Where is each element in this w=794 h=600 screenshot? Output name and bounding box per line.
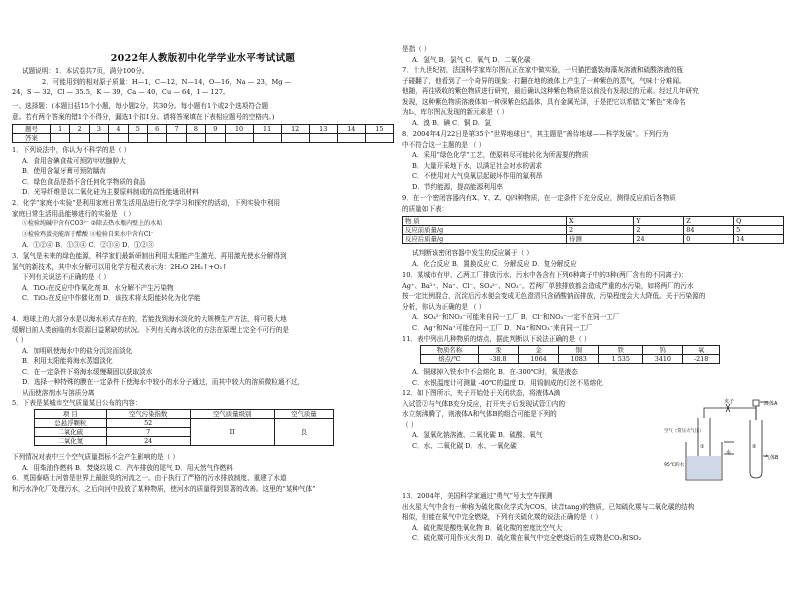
dropper [753, 400, 759, 420]
answer-number: 14 [337, 125, 365, 134]
question-line: 9．在一个密闭容器内有X、Y、Z、Q四种物质，在一定条件下充分反应，测得反应前后各物质 [402, 194, 676, 202]
question-6-7 [402, 44, 784, 128]
question-line: 为I₂，库尔图瓦发现的新元素是（ ） [402, 108, 509, 116]
mp-table-header: 金 [519, 346, 559, 355]
question-line: 7．十九世纪初，法国科学家库尔图瓦正在家中做实验，一只猫把盛装海藻灰溶液和硫酸溶液的瓶 [402, 66, 684, 74]
liquid-a-label: 液体A [764, 401, 778, 407]
answer-cell[interactable] [89, 134, 108, 143]
mass-table-cell: 2 [634, 226, 684, 235]
option-line: 从而使溶剂水与溶质分离 [22, 388, 95, 397]
mp-table-cell: 3410 [643, 355, 683, 364]
option-line: A．食用含碘食盐可预防甲状腺肿大 [22, 156, 126, 165]
question-line: 1．下列说法中，你认为不科学的是（ ） [12, 146, 131, 154]
option-line: A．铜球掉入铁水中不会熔化 B．在-300℃时，氧是液态 [412, 368, 578, 376]
question-line: （ ） [402, 420, 418, 429]
air-table-header: 空气质量 [274, 410, 333, 419]
question-11-intro: 11．表中列出几种物质的熔点，据此判断以下说法正确的是（ ） [402, 335, 591, 343]
answer-cell[interactable] [50, 134, 69, 143]
question-line: 13．2004年，美国科学家通过“勇气”号太空车探测 [402, 492, 553, 500]
question-line: 3．氢气是未来的绿色能源，科学家们最新研制出利用太阳能产生激光，再用激光使水分解得到 [12, 252, 287, 260]
instruction-line: 试题说明：1．本试卷共7页，满分100分。 [22, 67, 149, 75]
mass-table-header: X [566, 217, 633, 226]
answer-cell[interactable] [206, 134, 225, 143]
question-line: 下列有关说法不正确的是（ ） [22, 273, 110, 281]
answer-cell[interactable] [225, 134, 253, 143]
answer-cell[interactable] [337, 134, 365, 143]
question-line: 按一定比例混合，沉淀后污水便会变成无色澄清只含硝酸钠而排放，污染程度会大大降低。关于污染源的 [402, 292, 706, 300]
mp-table-header: 钨 [643, 346, 683, 355]
air-label: 空气（常压大气压） [664, 429, 704, 434]
question-line: 他随，再往吸收的紫色物质进行研究，最后确认这种紫色物质是以前没有发现过的元素。经过几年研究 [402, 87, 699, 95]
mass-table-header: Q [734, 217, 784, 226]
option-line: B．使用含氟牙膏可预防龋齿 [22, 167, 106, 175]
answer-number: 11 [253, 125, 281, 134]
mp-table-cell: -38.8 [478, 355, 518, 364]
option-line: A．采用“绿色化学”工艺，使原料尽可能转化为所需要的物质 [412, 151, 589, 159]
question-line: 是指（ ） [402, 45, 431, 53]
option-line: C．不使用对大气臭氧层起破坏作用的氟利昂 [412, 172, 543, 180]
answer-cell[interactable] [281, 134, 309, 143]
mp-table-header: 铁 [599, 346, 643, 355]
answer-cell[interactable] [147, 134, 166, 143]
mp-table-header: 物质名称 [421, 346, 479, 355]
question-line: 和污水净化厂处理污水，之后向河中投放了某种物质，使河水的质量得到显著的改善。这里的“某种气体” [12, 484, 316, 493]
answer-number: 2 [70, 125, 89, 134]
gas-b-label: 气体B [765, 455, 779, 461]
question-4 [12, 314, 394, 398]
air-table-header: 空气污染指数 [106, 410, 190, 419]
answer-number: 4 [109, 125, 128, 134]
connecting-tube [704, 408, 756, 420]
option-line: A．溴 B．碘 C．铜 D．氯 [412, 118, 491, 127]
answer-fill-row [13, 134, 394, 143]
tube1-label: ① [700, 444, 705, 450]
question-line: 12．如下图所示，夹子开始处于关闭状态，将液体A滴 [402, 389, 561, 397]
answer-cell[interactable] [186, 134, 205, 143]
question-3 [12, 251, 394, 304]
mp-table-cell: 1 535 [599, 355, 643, 364]
option-line: D．选择一种特殊的膜在一定条件下使海水中较小的水分子通过，而其中较大的溶质微粒通不过， [22, 378, 305, 386]
air-table-quality: 良 [274, 419, 333, 446]
air-table-item: 二氧化氮 [35, 437, 107, 446]
option-line: C．绿色食品是指不含任何化学物质的食品 [22, 177, 146, 186]
question-line: Ag⁺、Ba²⁺、Na⁺、Cl⁻、SO₄²⁻、NO₃⁻。若两厂单独排放都会造成严重的水污染，如将两厂的污水 [402, 281, 694, 290]
mp-table-cell: 1083 [559, 355, 599, 364]
question-line: 2．化学“家庭小实验”是利用家庭日常生活用品进行化学学习和探究的活动，下列实验中利用 [12, 199, 281, 207]
air-table-header: 空气质量级别 [190, 410, 274, 419]
mass-table-cell: 14 [734, 235, 784, 244]
option-line: A．用柴油作燃料 B．焚烧垃圾 C．汽车排放的尾气 D．用天然气作燃料 [22, 463, 233, 472]
mass-table-cell: 84 [684, 226, 734, 235]
question-line: 水立刻沸腾了，则液体A和气体B的组合可能是下列的 [402, 410, 557, 418]
answer-row-label: 题号 [13, 125, 51, 134]
air-table-index: 7 [106, 428, 190, 437]
question-9-options [402, 248, 784, 269]
option-line: A．加明矾使海水中的盐分沉淀而淡化 [22, 346, 133, 355]
answer-cell[interactable] [70, 134, 89, 143]
option-line: D．光导纤维是以二氧化硅为主要原料制成的高性能通讯材料 [22, 188, 199, 196]
answer-number: 6 [147, 125, 166, 134]
section-line: 一、选择题：(本题目括15个小题，每小题2分，共30分。每小题有1个或2个选项符合题 [12, 102, 269, 110]
question-line: 分析，你认为正确的是 （ ） [402, 302, 486, 311]
answer-number: 8 [186, 125, 205, 134]
answer-number: 5 [128, 125, 147, 134]
option-line: C．在一定条件下将海水缓慢凝固以获取淡水 [22, 367, 153, 376]
mass-table-row-label: 反应前质量/g [403, 226, 567, 235]
option-line: ①检验纯碱中含有CO3²⁻ ②除去热水瓶内壁上的水垢 [22, 220, 163, 227]
question-9 [402, 193, 784, 214]
mp-table-header: 氧 [683, 346, 720, 355]
question-line: （ ） [12, 336, 28, 344]
air-table-item: 总悬浮颗粒 [35, 419, 107, 428]
mass-table-cell: 待测 [566, 235, 633, 244]
mass-table-row-label: 反应后质量/g [403, 235, 567, 244]
option-line: A．SO₄²⁻和NO₃⁻可能来自同一工厂 B．Cl⁻和NO₃⁻一定不在同一工厂 [412, 313, 620, 321]
answer-number: 1 [50, 125, 69, 134]
option-line: C．硫化羰可用作灭火剂 D．硫化羰在氧气中完全燃烧后的生成物是CO₂和SO₂ [412, 534, 642, 542]
question-line: 试判断该密闭容器中发生的反应属于（ ） [412, 249, 533, 257]
option-line: B．利用太阳能将海水蒸馏淡化 [22, 357, 113, 365]
mass-table-cell: 24 [634, 235, 684, 244]
question-line: 8．2004年4月22日是第35个“世界地球日”，其主题是“善待地球——科学发展”。下列行为 [402, 130, 669, 138]
answer-cell[interactable] [109, 134, 128, 143]
option-line: A．氢氧化钠溶液、二氧化碳 B．硫酸、氧气 [412, 431, 543, 439]
question-line: 下列情况对表中三个空气质量指标不会产生影响的是（ ） [12, 453, 179, 461]
option-line: A．化合反应 B．置换反应 C．分解反应 D．复分解反应 [412, 259, 577, 268]
air-table-item: 二氧化硫 [35, 428, 107, 437]
mass-table-header: 物 质 [403, 217, 567, 226]
option-line: A．①②④ B．①③④ C．②③④ D．①②③ [22, 241, 154, 249]
water-fill [687, 456, 721, 479]
answer-cell[interactable] [253, 134, 281, 143]
option-line: A．硫化羰是酸性氧化物 B．硫化羰的密度比空气大 [412, 523, 563, 532]
question-line: 发现，这种紫色物质溶液体如一种深紫色结晶体，具有金属光泽，于是把它以希腊文“紫色”来命名 [402, 97, 686, 106]
question-line: 4．地球上的大部分水是以海水形式存在的，若能找到海水淡化的大规模生产方法，将可极大地 [12, 315, 287, 323]
option-line: A．氢气 B．氯气 C．氧气 D．二氧化碳 [412, 55, 531, 64]
answer-cell[interactable] [309, 134, 337, 143]
answer-number: 15 [365, 125, 393, 134]
section-line: 意。若有两个答案的错1个不得分，漏选1个扣1分。请将答案填在下表相应题号的空格内。) [12, 112, 275, 121]
mass-table-cell: 0 [684, 235, 734, 244]
mp-table-row-label: 熔点/℃ [421, 355, 479, 364]
option-line: C．TiO₂在反应中作催化剂 D．该技术将太阳能转化为化学能 [22, 294, 201, 302]
answer-number: 13 [309, 125, 337, 134]
temp-label: 95℃的水 [664, 463, 685, 468]
question-line: 家庭日常生活用品能够进行的实验是 （ ） [12, 209, 135, 218]
option-line: C．水、二氧化碳 D．水、一氧化碳 [412, 441, 517, 450]
question-5-intro: 5．下表是某城市空气质量某日公布的内容： [12, 399, 142, 407]
question-1 [12, 145, 394, 198]
air-table-index: 24 [106, 437, 190, 446]
clip-label: 夹子 [724, 399, 735, 405]
answer-table [12, 124, 394, 143]
answer-number: 7 [167, 125, 186, 134]
option-line: ③检验鸡蛋壳能溶于醋酸 ④检验自来水中含有Cl⁻ [22, 230, 154, 238]
air-table-level: II [190, 419, 274, 446]
answer-number-row [13, 125, 394, 134]
option-line: C．水银温度计可测量 -40℃的温度 D．用钨制成的灯丝不易熔化 [412, 378, 603, 387]
tube2-label: ② [752, 444, 757, 450]
question-line: 10．某城市有甲、乙两工厂排放污水，污水中各含有下列6种离子中的3种(两厂含有的不同离子)： [402, 271, 688, 279]
answer-number: 9 [206, 125, 225, 134]
mass-table-cell: 2 [566, 226, 633, 235]
option-line: B．大量开采地下水，以满足社会对水的需求 [412, 161, 543, 170]
air-table-header: 项 目 [35, 410, 107, 419]
air-table-index: 52 [106, 419, 190, 428]
question-line: 相似，但能在氧气中完全燃烧，下列有关硫化羰的说法正确的是（ ） [402, 513, 602, 521]
mass-table-header: Z [684, 217, 734, 226]
question-13 [402, 491, 784, 544]
answer-cell[interactable] [128, 134, 147, 143]
instruction-line: 24，S — 32，Cl — 35.5，K — 39，Ca — 40，Cu — 64，I — 127。 [12, 88, 230, 96]
question-line: 出火星大气中含有一种称为硫化羰(化学式为COS，读音tang)的物质，已知硫化羰与二氧化碳的结构 [402, 502, 695, 511]
question-2 [12, 198, 394, 251]
question-line: 中不符合这一主题的是 （ ） [402, 140, 486, 149]
section-one-heading [12, 101, 394, 122]
instruction-line: 2．可能用到的相对原子质量：H—1，C—12，N—14，O—16，Na — 23，Mg — [42, 77, 292, 86]
mp-table-cell: -218 [683, 355, 720, 364]
mp-table-cell: 1064 [519, 355, 559, 364]
question-line: 缓解目前人类面临的水资源日益紧缺的状况。下列有关海水淡化的方法在原理上完全不可行的是 [12, 325, 289, 334]
option-line: D．节约能源，提高能源利用率 [412, 182, 504, 191]
mass-table [402, 216, 784, 244]
melting-point-table [420, 345, 720, 364]
option-line: C．Ag⁺和Na⁺可能在同一工厂 D．Na⁺和NO₃⁻来自同一工厂 [412, 323, 593, 332]
answer-row-label: 答案 [13, 134, 51, 143]
apparatus-diagram [664, 396, 780, 482]
question-line: 氢气的新技术，其中水分解可以用化学方程式表示为：2H₂O 2H₂↑+O₂↑ [12, 262, 228, 271]
mp-table-header: 汞 [478, 346, 518, 355]
instructions [12, 66, 394, 98]
mass-table-header: Y [634, 217, 684, 226]
answer-cell[interactable] [167, 134, 186, 143]
question-line: 入试管②与气体B充分反应，打开夹子后发现试管①内的 [402, 399, 566, 408]
mp-table-header: 铜 [559, 346, 599, 355]
answer-number: 12 [281, 125, 309, 134]
answer-number: 3 [89, 125, 108, 134]
answer-number: 10 [225, 125, 253, 134]
option-line: A．TiO₂在反应中作氧化剂 B．水分解不产生污染物 [22, 283, 174, 292]
air-quality-table [34, 409, 334, 446]
page-title: 2022年人教版初中化学学业水平考试试题 [110, 53, 296, 64]
answer-cell[interactable] [365, 134, 393, 143]
question-line: 的质量如下表： [402, 204, 449, 213]
water-label: 水 [726, 450, 732, 456]
question-8 [402, 129, 784, 192]
mass-table-cell: 5 [734, 226, 784, 235]
question-line: 6．英国泰晤士河曾是世界上最脏臭的河流之一。由于执行了严格的污水排放制度、重建了水道 [12, 474, 287, 482]
question-line: 子碰翻了，他看到了一个奇异的现象：打翻在地的液体上产生了一种紫色的蒸气，气味十分难闻。 [402, 76, 686, 85]
question-5-6 [12, 452, 394, 494]
question-10 [402, 270, 784, 333]
